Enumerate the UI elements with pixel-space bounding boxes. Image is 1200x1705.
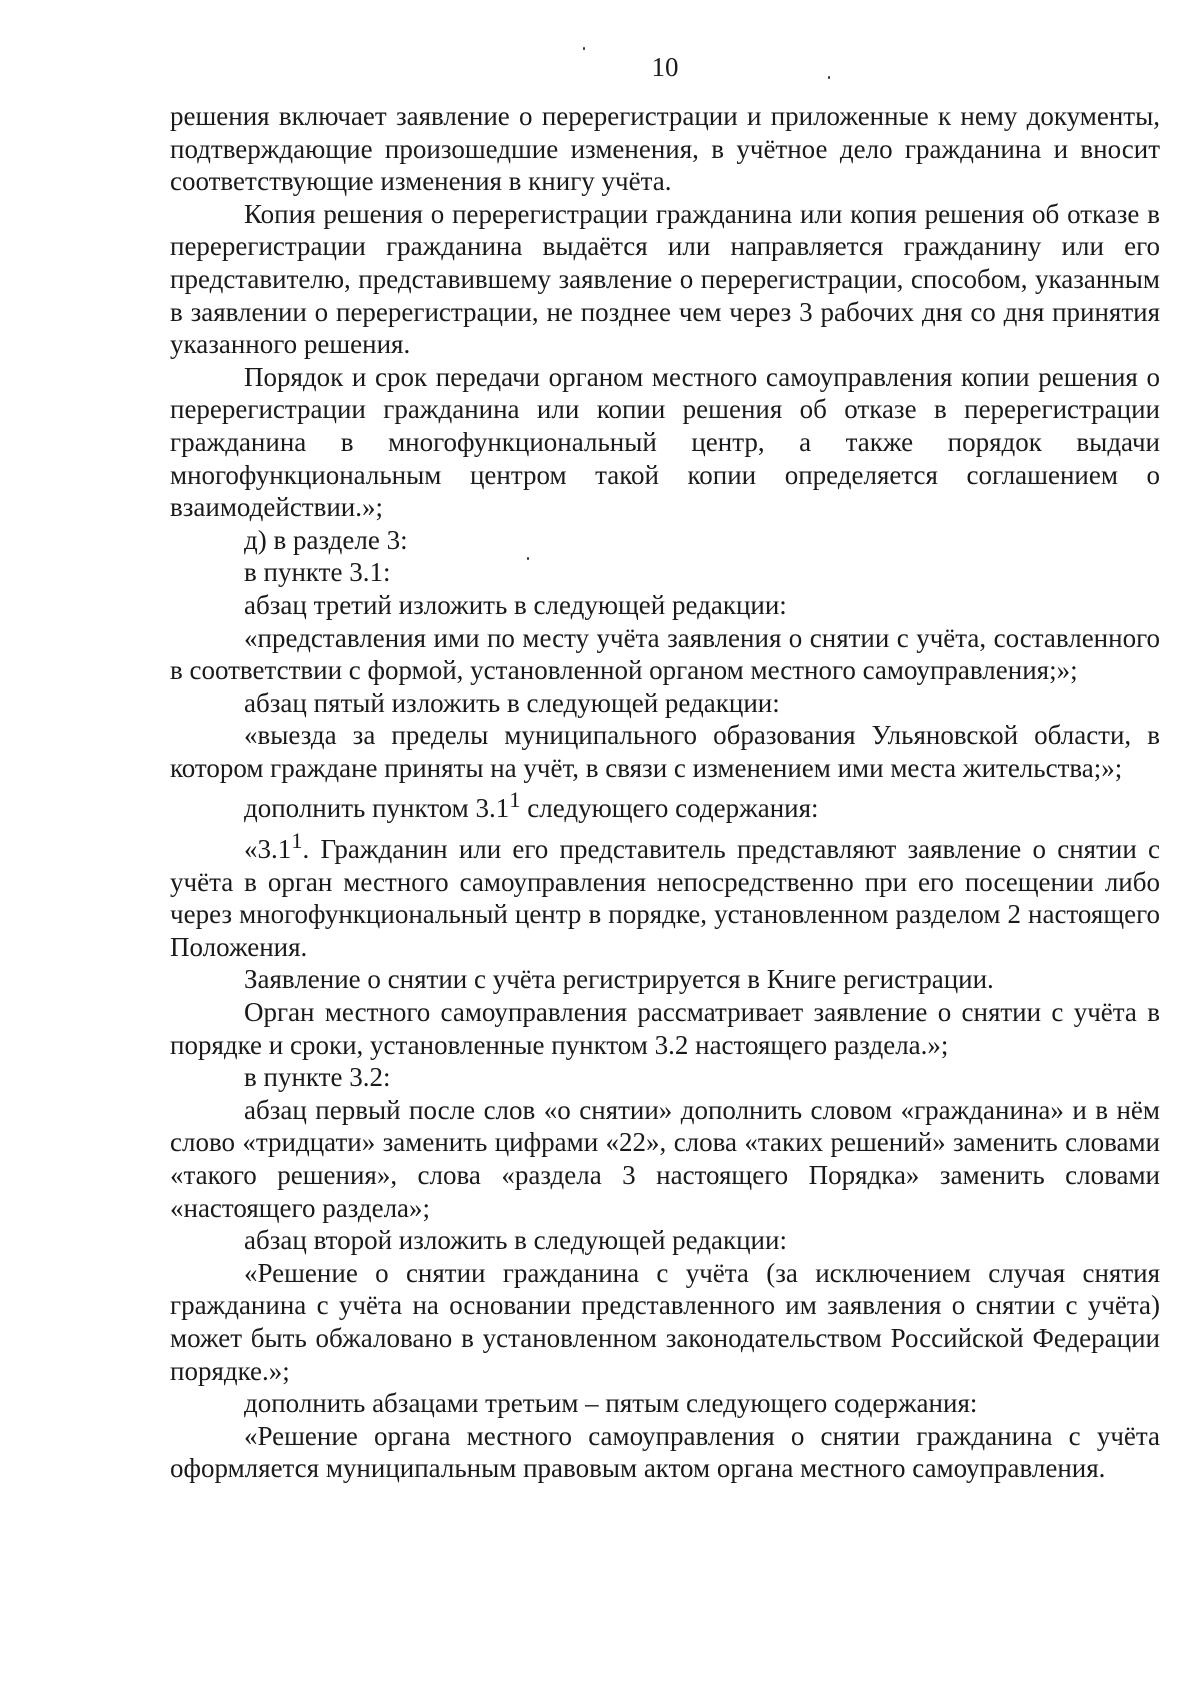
scan-speck <box>828 76 830 79</box>
scan-speck <box>583 47 585 50</box>
quoted-paragraph: «выезда за пределы муниципального образования Ульяновской области, в котором граждане приняты на учёт, в связи с изменением ими места жительства;»; <box>170 720 1160 783</box>
paragraph: д) в разделе 3: <box>244 524 408 555</box>
paragraph-text: «3.1 <box>244 834 292 865</box>
superscript: 1 <box>509 787 521 813</box>
quoted-paragraph: «Решение о снятии гражданина с учёта (за исключением случая снятия гражданина с учёта на основании представленного им заявления о снятии с учёта) может быть обжаловано в установленном законодательством Российской Федерации порядке.»; <box>170 1257 1160 1386</box>
paragraph: решения включает заявление о перерегистрации и приложенные к нему документы, подтверждающие произошедшие изменения, в учётное дело гражданина и вносит соответствующие изменения в книгу учёта. <box>170 101 1160 197</box>
document-body <box>170 100 1160 1485</box>
quoted-paragraph: «представления ими по месту учёта заявления о снятии с учёта, составленного в соответствии с формой, установленной органом местного самоуправления;»; <box>170 622 1160 686</box>
paragraph-text: следующего содержания: <box>520 793 819 824</box>
paragraph-text: . Гражданин или его представитель представляют заявление о снятии с учёта в орган местного самоуправления непосредственно при его посещении либо через многофункциональный центр в порядке, установленном разделом 2 настоящего Положения. <box>170 834 1160 962</box>
paragraph <box>170 784 1160 825</box>
paragraph-text: дополнить пунктом 3.1 <box>244 793 510 824</box>
paragraph: абзац второй изложить в следующей редакции: <box>244 1225 787 1256</box>
paragraph: Копия решения о перерегистрации гражданина или копия решения об отказе в перерегистрации гражданина выдаётся или направляется гражданину или его представителю, представившему заявление о перерегистрации, способом, указанным в заявлении о перерегистрации, не позднее чем через 3 рабочих дня со дня принятия указанного решения. <box>170 198 1160 360</box>
paragraph: абзац третий изложить в следующей редакции: <box>244 589 787 620</box>
quoted-paragraph: «Решение органа местного самоуправления о снятии гражданина с учёта оформляется муниципальным правовым актом органа местного самоуправления. <box>170 1420 1160 1484</box>
quoted-paragraph <box>170 825 1160 963</box>
paragraph: в пункте 3.2: <box>244 1062 391 1093</box>
page-number: 10 <box>651 52 679 82</box>
paragraph: абзац пятый изложить в следующей редакции: <box>244 687 780 718</box>
paragraph: Порядок и срок передачи органом местного самоуправления копии решения о перерегистрации гражданина или копии решения об отказе в перерегистрации гражданина в многофункциональный центр, а также порядок выдачи многофункциональным центром такой копии определяется соглашением о взаимодействии.»; <box>170 361 1160 523</box>
paragraph: абзац первый после слов «о снятии» дополнить словом «гражданина» и в нём слово «тридцати» заменить цифрами «22», слова «таких решений» заменить словами «такого решения», слова «раздела 3 настоящего Порядка» заменить словами «настоящего раздела»; <box>170 1094 1160 1223</box>
paragraph: Орган местного самоуправления рассматривает заявление о снятии с учёта в порядке и сроки, установленные пунктом 3.2 настоящего раздела.»; <box>170 997 1160 1060</box>
paragraph: Заявление о снятии с учёта регистрируется в Книге регистрации. <box>244 964 994 995</box>
paragraph: в пункте 3.1: <box>244 557 391 588</box>
paragraph: дополнить абзацами третьим – пятым следующего содержания: <box>244 1388 978 1419</box>
superscript: 1 <box>291 828 303 854</box>
